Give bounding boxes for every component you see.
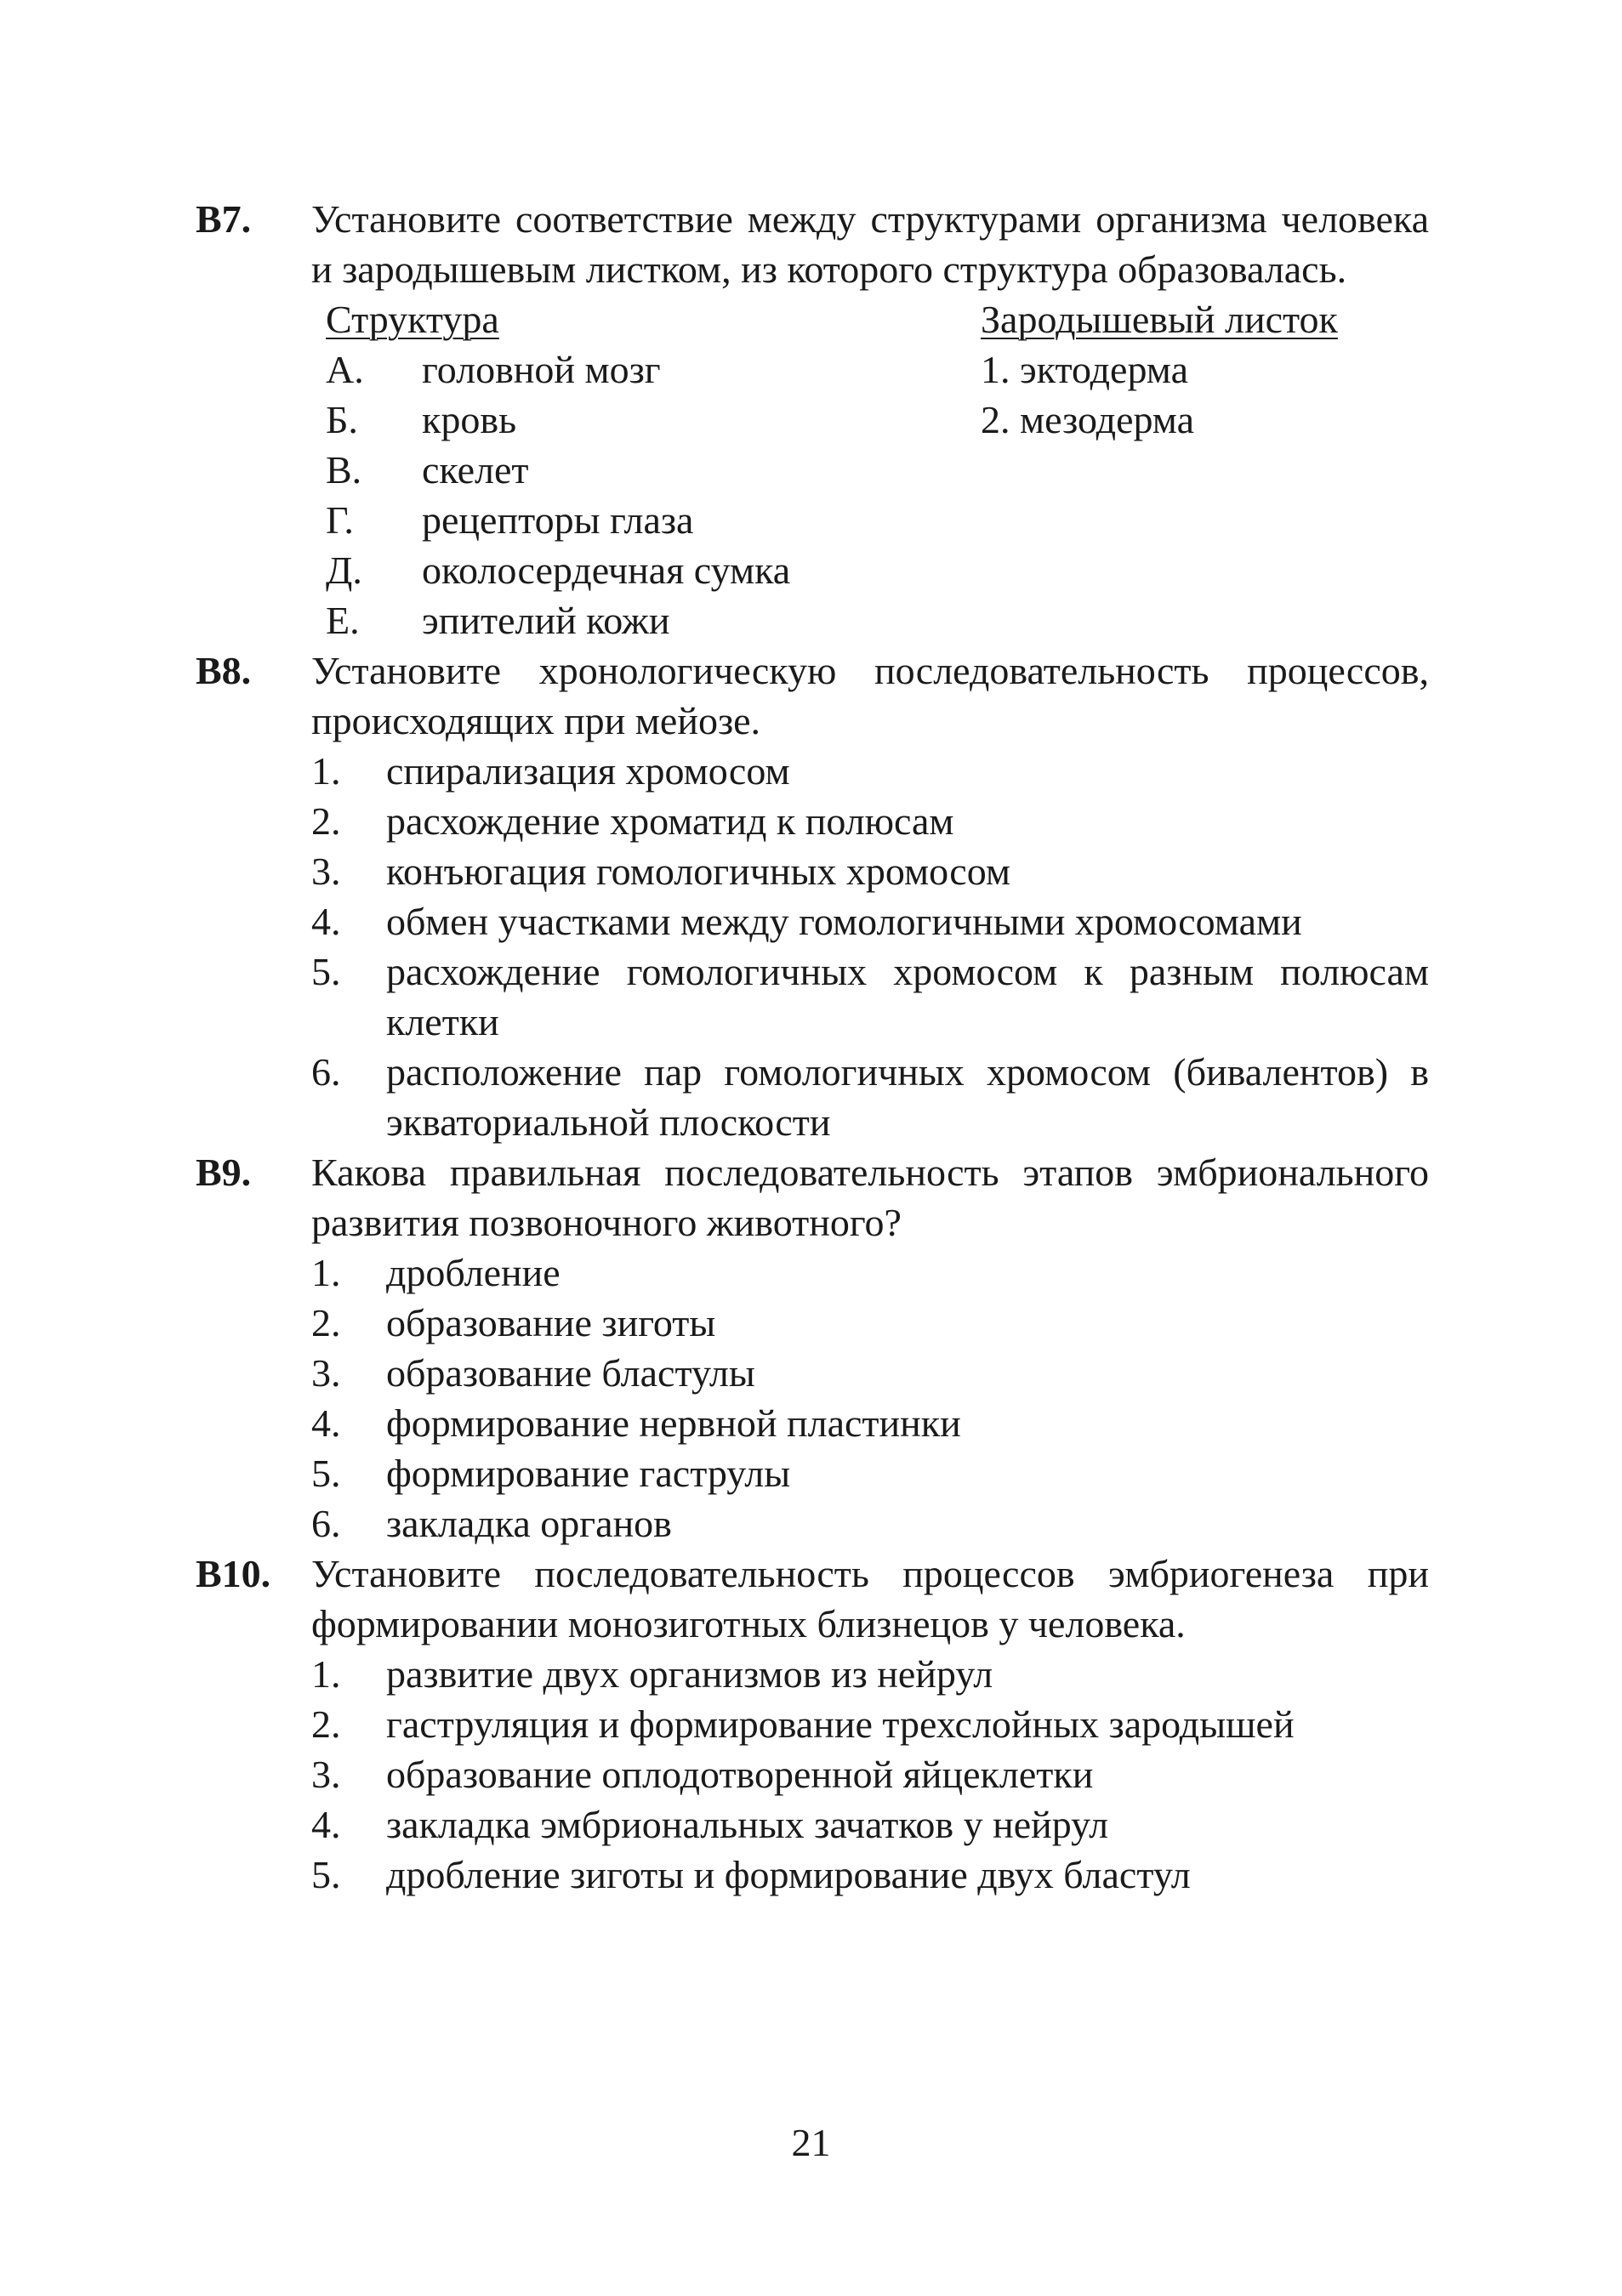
item-number: 5. (311, 950, 341, 993)
question-text: Установите хронологическую последовательность процессов, происходящих при мейозе. (311, 649, 1429, 742)
item-number: 3. (311, 850, 341, 893)
question-text: Установите последовательность процессов эмбриогенеза при формировании монозиготных близнецов у человека. (311, 1552, 1429, 1645)
structure-item (326, 495, 981, 545)
item-text: развитие двух организмов из нейрул (386, 1652, 993, 1696)
list-item (311, 946, 1429, 1047)
structure-letter: Д. (326, 548, 362, 592)
item-text: образование зиготы (386, 1301, 716, 1344)
structure-item (326, 595, 981, 645)
item-text: формирование нервной пластинки (386, 1401, 961, 1445)
structure-text: рецепторы глаза (422, 498, 694, 542)
item-text: спирализация хромосом (386, 749, 790, 793)
item-text: дробление зиготы и формирование двух бластул (386, 1853, 1191, 1896)
structure-item (326, 395, 981, 445)
item-number: 3. (311, 1351, 341, 1395)
structure-letter: В. (326, 448, 362, 492)
structure-letter: Г. (326, 498, 354, 542)
item-number: 5. (311, 1452, 341, 1495)
germ-layers-column (981, 294, 1429, 645)
item-number: 3. (311, 1753, 341, 1796)
question-body (311, 645, 1429, 1147)
list-item (311, 1498, 1429, 1549)
list-item (311, 1298, 1429, 1348)
item-number: 2. (311, 1702, 341, 1746)
list-item (311, 796, 1429, 846)
list-item (311, 1348, 1429, 1398)
list-item (311, 846, 1429, 896)
question-b8 (196, 645, 1429, 1147)
question-number: В9. (196, 1151, 252, 1194)
item-text: дробление (386, 1251, 561, 1294)
structure-text: эпителий кожи (422, 599, 670, 642)
item-text: гаструляция и формирование трехслойных зародышей (386, 1702, 1295, 1746)
item-text: закладка органов (386, 1502, 672, 1545)
structure-letter: А. (326, 348, 364, 391)
list-item (311, 1649, 1429, 1699)
list-item (311, 896, 1429, 946)
item-text: расхождение гомологичных хромосом к разным полюсам клетки (386, 950, 1429, 1043)
list-item (311, 1448, 1429, 1498)
list-item (311, 1799, 1429, 1850)
item-number: 1. (311, 1251, 341, 1294)
item-text: закладка эмбриональных зачатков у нейрул (386, 1803, 1109, 1846)
question-number: В7. (196, 197, 252, 241)
list-item (311, 1398, 1429, 1448)
item-number: 6. (311, 1502, 341, 1545)
item-text: обмен участками между гомологичными хромосомами (386, 900, 1302, 943)
question-number: В10. (196, 1552, 271, 1595)
item-number: 1. (311, 749, 341, 793)
item-number: 4. (311, 900, 341, 943)
answer-list (311, 1649, 1429, 1900)
structure-text: скелет (422, 448, 529, 492)
item-number: 5. (311, 1853, 341, 1896)
item-text: конъюгация гомологичных хромосом (386, 850, 1010, 893)
item-text: расположение пар гомологичных хромосом (бивалентов) в экваториальной плоскости (386, 1050, 1429, 1144)
list-item (311, 1850, 1429, 1900)
structure-item (326, 344, 981, 395)
page-number: 21 (791, 2121, 831, 2164)
item-number: 2. (311, 799, 341, 843)
answer-list (311, 746, 1429, 1147)
question-text: Установите соответствие между структурами организма человека и зародышевым листком, из которого структура образовалась. (311, 197, 1429, 291)
germ-layer-item: 1. эктодерма (981, 348, 1188, 391)
item-text: расхождение хроматид к полюсам (386, 799, 954, 843)
structure-item (326, 545, 981, 595)
structure-letter: Б. (326, 398, 358, 441)
list-item (311, 1047, 1429, 1147)
structure-letter: Е. (326, 599, 360, 642)
question-b10 (196, 1549, 1429, 1900)
item-text: формирование гаструлы (386, 1452, 791, 1495)
page-content (196, 194, 1429, 1900)
list-item (311, 746, 1429, 796)
item-number: 6. (311, 1050, 341, 1094)
matching-table (326, 294, 1429, 645)
structure-text: головной мозг (422, 348, 661, 391)
structure-text: кровь (422, 398, 517, 441)
item-number: 4. (311, 1803, 341, 1846)
list-item (311, 1247, 1429, 1298)
structure-text: околосердечная сумка (422, 548, 791, 592)
question-body (311, 1549, 1429, 1900)
list-item (311, 1749, 1429, 1799)
item-number: 4. (311, 1401, 341, 1445)
structure-item (326, 445, 981, 495)
germ-layer-item: 2. мезодерма (981, 398, 1195, 441)
structures-header: Структура (326, 298, 499, 341)
germ-layers-header: Зародышевый листок (981, 298, 1338, 341)
question-b7 (196, 194, 1429, 645)
item-number: 1. (311, 1652, 341, 1696)
item-text: образование оплодотворенной яйцеклетки (386, 1753, 1094, 1796)
question-number: В8. (196, 649, 252, 692)
answer-list (311, 1247, 1429, 1549)
item-number: 2. (311, 1301, 341, 1344)
question-body (311, 1147, 1429, 1549)
structures-column (326, 294, 981, 645)
list-item (311, 1699, 1429, 1749)
question-body (311, 194, 1429, 645)
item-text: образование бластулы (386, 1351, 755, 1395)
question-b9 (196, 1147, 1429, 1549)
question-text: Какова правильная последовательность этапов эмбрионального развития позвоночного животного? (311, 1151, 1429, 1244)
